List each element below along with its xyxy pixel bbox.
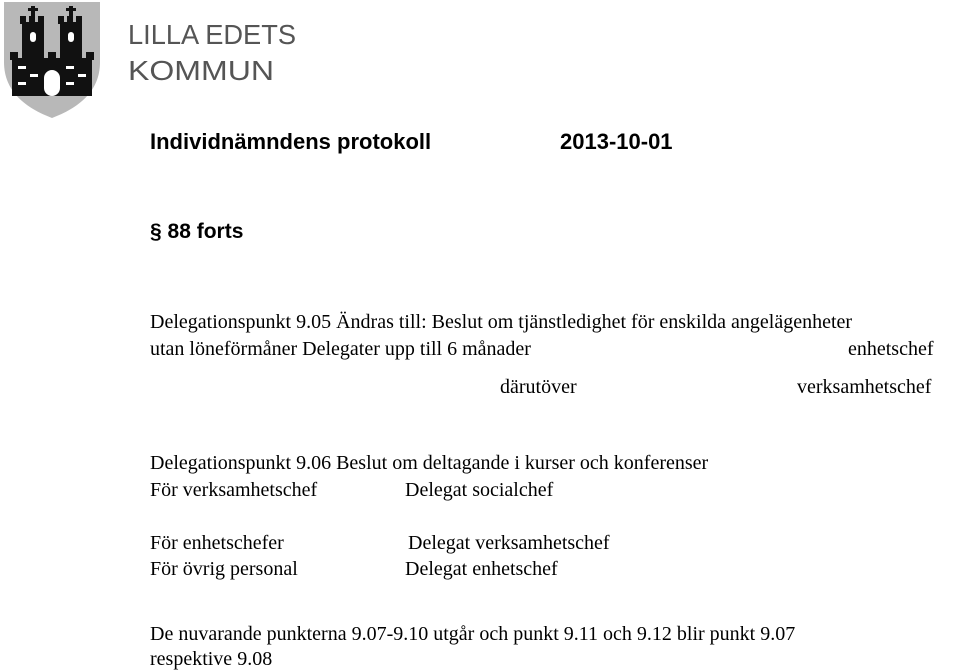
section-number: 88 forts xyxy=(167,220,244,243)
protocol-date: 2013-10-01 xyxy=(560,129,673,154)
section-symbol: § xyxy=(150,220,162,243)
municipality-wordmark xyxy=(128,18,300,88)
closing-line-2: respektive 9.08 xyxy=(150,648,273,670)
wordmark-line-2: KOMMUN xyxy=(128,55,274,86)
point-906-row-3-delegate: Delegat enhetschef xyxy=(405,558,558,580)
point-906-row-2-for: För enhetschefer xyxy=(150,532,284,554)
point-906-row-1-delegate: Delegat socialchef xyxy=(405,479,554,501)
protocol-title: Individnämndens protokoll xyxy=(150,129,432,154)
point-905-line-3-label: därutöver xyxy=(500,376,577,398)
section-heading xyxy=(150,220,243,244)
point-906-row-1-for: För verksamhetschef xyxy=(150,479,318,501)
point-906-row-3-for: För övrig personal xyxy=(150,558,298,580)
point-905-role-1: enhetschef xyxy=(848,338,934,360)
municipality-shield-logo xyxy=(0,0,104,120)
closing-line-1: De nuvarande punkterna 9.07-9.10 utgår och punkt 9.11 och 9.12 blir punkt 9.07 xyxy=(150,623,796,645)
wordmark-line-1: LILLA EDETS xyxy=(128,19,296,50)
point-905-role-2: verksamhetschef xyxy=(797,376,932,398)
point-905-line-2: utan löneförmåner Delegater upp till 6 månader xyxy=(150,338,531,360)
point-906-heading: Delegationspunkt 9.06 Beslut om deltagande i kurser och konferenser xyxy=(150,452,709,474)
point-906-row-2-delegate: Delegat verksamhetschef xyxy=(408,532,610,554)
point-905-line-1: Delegationspunkt 9.05 Ändras till: Beslut om tjänstledighet för enskilda angelägenheter xyxy=(150,311,853,333)
